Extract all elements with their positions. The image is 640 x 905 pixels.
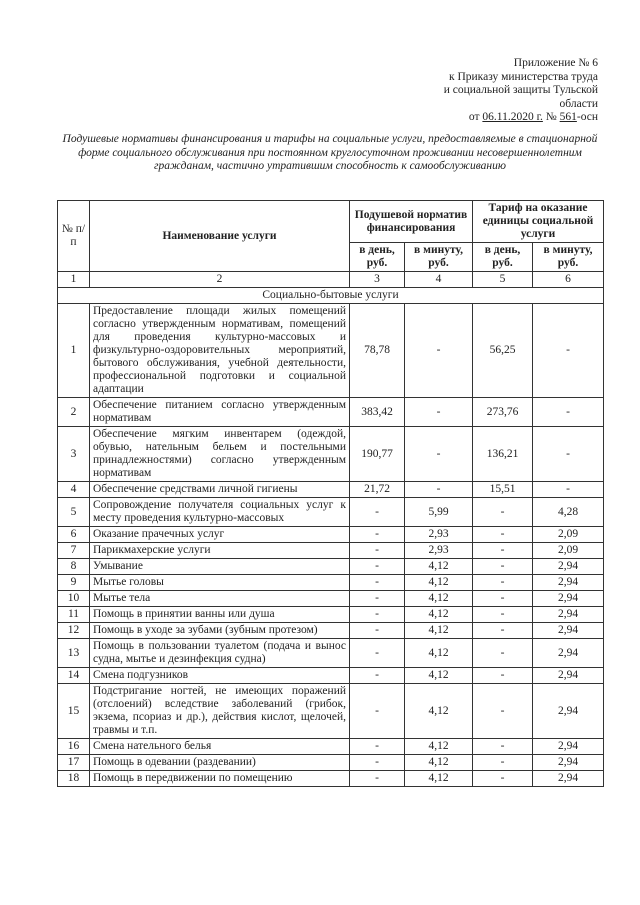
norm-per-day: - [350,527,405,543]
row-number: 10 [58,591,90,607]
tariff-per-minute: 2,94 [533,639,604,668]
service-name: Парикмахерские услуги [90,543,350,559]
row-number: 6 [58,527,90,543]
norm-per-minute: 4,12 [405,559,473,575]
norm-per-minute: 2,93 [405,543,473,559]
norm-per-minute: - [405,398,473,427]
norm-per-day: - [350,771,405,787]
norm-per-day: - [350,607,405,623]
tariff-per-day: - [473,755,533,771]
tariff-per-minute: - [533,482,604,498]
row-number: 9 [58,575,90,591]
column-group-per-capita-norm: Подушевой норматив финансирования [350,201,473,243]
tariff-per-day: - [473,575,533,591]
tariff-per-day: - [473,739,533,755]
tariff-per-minute: 2,94 [533,668,604,684]
norm-per-minute: 4,12 [405,755,473,771]
row-number: 17 [58,755,90,771]
service-name: Сопровождение получателя социальных услуг к месту проведения культурно-массовых [90,498,350,527]
norm-per-minute: - [405,482,473,498]
norm-per-day: - [350,639,405,668]
norm-per-day: - [350,575,405,591]
row-number: 16 [58,739,90,755]
column-header-norm-per-minute: в минуту, руб. [405,243,473,272]
norm-per-minute: 4,12 [405,623,473,639]
row-number: 5 [58,498,90,527]
row-number: 18 [58,771,90,787]
order-number: 561 [559,111,577,123]
table-row [58,559,604,575]
tariff-per-day: - [473,639,533,668]
document-header [444,57,598,125]
section-heading: Социально-бытовые услуги [58,288,604,304]
tariff-per-day: - [473,623,533,639]
norm-per-minute: 4,12 [405,771,473,787]
order-reference-line: к Приказу министерства труда [449,70,598,83]
service-name: Обеспечение мягким инвентарем (одеждой, обувью, нательным бельем и постельными принадлежностями) согласно утвержденным нормативам [90,427,350,482]
ministry-line: и социальной защиты Тульской [443,84,598,96]
row-number: 15 [58,684,90,739]
norm-per-minute: 4,12 [405,575,473,591]
norm-per-day: - [350,668,405,684]
table-row [58,739,604,755]
column-index-row [58,272,604,288]
norm-per-minute: 5,99 [405,498,473,527]
tariff-per-minute: 2,09 [533,527,604,543]
norm-per-day: - [350,559,405,575]
row-number: 3 [58,427,90,482]
norm-per-minute: - [405,304,473,398]
service-name: Мытье тела [90,591,350,607]
norm-per-minute: - [405,427,473,482]
tariff-table [57,200,604,787]
tariff-per-day: - [473,527,533,543]
norm-per-day: - [350,684,405,739]
table-row [58,591,604,607]
service-name: Умывание [90,559,350,575]
service-name: Обеспечение питанием согласно утвержденным нормативам [90,398,350,427]
tariff-per-minute: - [533,304,604,398]
row-number: 7 [58,543,90,559]
tariff-per-minute: 4,28 [533,498,604,527]
appendix-label: Приложение № 6 [513,57,598,69]
column-header-number: № п/п [58,201,90,272]
service-name: Мытье головы [90,575,350,591]
table-row [58,527,604,543]
column-index: 5 [473,272,533,288]
norm-per-day: 21,72 [350,482,405,498]
norm-per-day: - [350,591,405,607]
column-header-service-name: Наименование услуги [90,201,350,272]
table-row [58,543,604,559]
service-name: Оказание прачечных услуг [90,527,350,543]
tariff-per-day: 273,76 [473,398,533,427]
service-name: Обеспечение средствами личной гигиены [90,482,350,498]
norm-per-day: - [350,543,405,559]
tariff-per-minute: - [533,427,604,482]
table-row [58,482,604,498]
norm-per-minute: 4,12 [405,739,473,755]
order-date-line [444,111,598,125]
column-header-tariff-per-minute: в минуту, руб. [533,243,604,272]
norm-per-day: - [350,498,405,527]
column-index: 3 [350,272,405,288]
row-number: 1 [58,304,90,398]
norm-per-minute: 2,93 [405,527,473,543]
table-row [58,623,604,639]
date-prefix: от [468,111,480,123]
column-index: 2 [90,272,350,288]
row-number: 13 [58,639,90,668]
norm-per-minute: 4,12 [405,668,473,684]
service-name: Помощь в принятии ванны или душа [90,607,350,623]
row-number: 2 [58,398,90,427]
norm-per-minute: 4,12 [405,684,473,739]
table-row [58,575,604,591]
tariff-per-minute: - [533,398,604,427]
tariff-per-day: - [473,684,533,739]
service-name: Помощь в одевании (раздевании) [90,755,350,771]
number-sign: № [545,111,557,123]
table-row [58,771,604,787]
table-row [58,427,604,482]
region-line: области [559,97,598,110]
service-name: Помощь в пользовании туалетом (подача и вынос судна, мытье и дезинфекция судна) [90,639,350,668]
document-title: Подушевые нормативы финансирования и тарифы на социальные услуги, предоставляемые в стационарной форме социального обслуживания при постоянном круглосуточном проживании несовершеннолетним гражданам, частично утратившим способность к самообслуживанию [62,133,598,172]
norm-per-day: - [350,755,405,771]
tariff-per-minute: 2,94 [533,684,604,739]
column-header-tariff-per-day: в день, руб. [473,243,533,272]
tariff-per-day: - [473,591,533,607]
order-date: 06.11.2020 г. [482,111,543,123]
tariff-per-day: 136,21 [473,427,533,482]
row-number: 4 [58,482,90,498]
row-number: 12 [58,623,90,639]
tariff-per-day: - [473,668,533,684]
norm-per-minute: 4,12 [405,591,473,607]
tariff-per-minute: 2,09 [533,543,604,559]
row-number: 11 [58,607,90,623]
service-rows [58,304,604,787]
norm-per-day: 383,42 [350,398,405,427]
norm-per-minute: 4,12 [405,607,473,623]
table-row [58,668,604,684]
table-row [58,498,604,527]
norm-per-minute: 4,12 [405,639,473,668]
table-row [58,755,604,771]
tariff-per-day: - [473,498,533,527]
service-name: Помощь в передвижении по помещению [90,771,350,787]
service-name: Смена подгузников [90,668,350,684]
tariff-per-minute: 2,94 [533,591,604,607]
column-group-unit-tariff: Тариф на оказание единицы социальной услуги [473,201,604,243]
tariff-per-minute: 2,94 [533,623,604,639]
column-index: 6 [533,272,604,288]
service-name: Подстригание ногтей, не имеющих поражений (отслоений) вследствие заболеваний (грибок, экзема, псориаз и др.), действия кислот, щелочей, травмы и т.п. [90,684,350,739]
tariff-per-day: - [473,559,533,575]
tariff-per-minute: 2,94 [533,739,604,755]
tariff-per-day: - [473,543,533,559]
tariff-per-minute: 2,94 [533,575,604,591]
norm-per-day: 78,78 [350,304,405,398]
table-row [58,639,604,668]
tariff-per-day: 56,25 [473,304,533,398]
service-name: Предоставление площади жилых помещений согласно утвержденным нормативам, помещений для проведения культурно-массовых и физкультурно-оздоровительных мероприятий, бытового обслуживания, учебной деятельности, профессиональной подготовки и социальной адаптации [90,304,350,398]
tariff-per-minute: 2,94 [533,559,604,575]
table-row [58,304,604,398]
norm-per-day: 190,77 [350,427,405,482]
tariff-per-minute: 2,94 [533,607,604,623]
service-name: Помощь в уходе за зубами (зубным протезом) [90,623,350,639]
norm-per-day: - [350,739,405,755]
table-row [58,398,604,427]
column-index: 4 [405,272,473,288]
tariff-per-minute: 2,94 [533,755,604,771]
column-header-norm-per-day: в день, руб. [350,243,405,272]
norm-per-day: - [350,623,405,639]
tariff-per-minute: 2,94 [533,771,604,787]
tariff-per-day: - [473,771,533,787]
column-index: 1 [58,272,90,288]
row-number: 14 [58,668,90,684]
order-suffix: -осн [576,111,598,123]
tariff-per-day: 15,51 [473,482,533,498]
tariff-per-day: - [473,607,533,623]
row-number: 8 [58,559,90,575]
table-row [58,684,604,739]
table-row [58,607,604,623]
service-name: Смена нательного белья [90,739,350,755]
